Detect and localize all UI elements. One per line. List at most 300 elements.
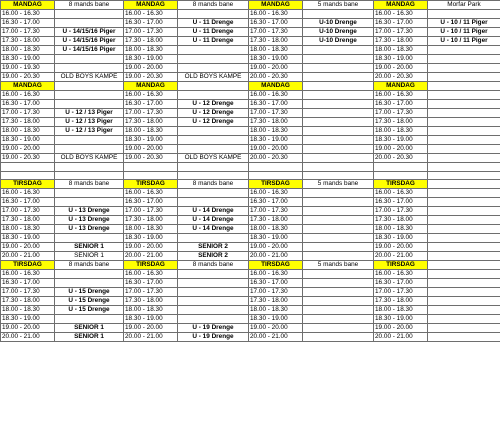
time-slot: 18.00 - 18.30	[124, 127, 178, 136]
time-slot: 16.30 - 17.00	[374, 198, 428, 207]
activity-cell	[303, 306, 374, 315]
time-slot: 16.00 - 16.30	[374, 189, 428, 198]
activity-cell	[428, 306, 500, 315]
field-label: 8 mands bane	[178, 261, 249, 270]
activity-cell	[303, 252, 374, 261]
time-slot: 19.00 - 20.30	[124, 73, 178, 82]
section-header-row	[1, 261, 500, 270]
time-slot: 17.00 - 17.30	[249, 207, 303, 216]
time-slot: 16.00 - 16.30	[124, 270, 178, 279]
time-slot: 18.30 - 19.00	[249, 315, 303, 324]
time-slot: 18.30 - 19.00	[374, 315, 428, 324]
activity-cell: U - 12 Drenge	[178, 118, 249, 127]
time-slot: 17.30 - 18.00	[124, 216, 178, 225]
time-slot: 19.00 - 20.00	[249, 64, 303, 73]
time-slot: 16.00 - 16.30	[374, 270, 428, 279]
activity-cell	[428, 270, 500, 279]
activity-cell	[178, 91, 249, 100]
activity-cell	[303, 136, 374, 145]
activity-cell: OLD BOYS KAMPE	[178, 73, 249, 82]
table-row	[1, 127, 500, 136]
activity-cell	[428, 10, 500, 19]
activity-cell	[178, 189, 249, 198]
time-slot: 20.00 - 21.00	[1, 333, 55, 342]
activity-cell	[303, 73, 374, 82]
time-slot: 19.00 - 20.30	[1, 73, 55, 82]
activity-cell	[428, 243, 500, 252]
activity-cell	[55, 145, 124, 154]
activity-cell	[303, 315, 374, 324]
activity-cell	[428, 145, 500, 154]
time-slot: 17.30 - 18.00	[1, 297, 55, 306]
activity-cell	[55, 279, 124, 288]
activity-cell	[428, 207, 500, 216]
time-slot: 17.30 - 18.00	[124, 37, 178, 46]
table-row	[1, 225, 500, 234]
time-slot: 17.00 - 17.30	[374, 28, 428, 37]
time-slot: 18.00 - 18.30	[124, 225, 178, 234]
time-slot: 18.30 - 19.00	[249, 136, 303, 145]
day-label: MANDAG	[1, 82, 55, 91]
activity-cell	[303, 109, 374, 118]
day-label: MANDAG	[374, 1, 428, 10]
table-row	[1, 100, 500, 109]
time-slot: 16.00 - 16.30	[124, 91, 178, 100]
time-slot: 16.00 - 16.30	[1, 10, 55, 19]
activity-cell	[428, 225, 500, 234]
activity-cell: U - 13 Drenge	[55, 225, 124, 234]
time-slot: 17.30 - 18.00	[249, 297, 303, 306]
activity-cell	[303, 225, 374, 234]
time-slot: 19.00 - 20.00	[374, 145, 428, 154]
field-label	[55, 82, 124, 91]
activity-cell	[178, 270, 249, 279]
activity-cell: SENIOR 1	[55, 333, 124, 342]
activity-cell	[303, 64, 374, 73]
activity-cell	[428, 288, 500, 297]
time-slot: 16.00 - 16.30	[124, 10, 178, 19]
field-label: 8 mands bane	[178, 180, 249, 189]
day-label: TIRSDAG	[124, 261, 178, 270]
activity-cell	[428, 118, 500, 127]
table-row	[1, 136, 500, 145]
activity-cell	[178, 10, 249, 19]
activity-cell	[303, 46, 374, 55]
section-header-row	[1, 82, 500, 91]
empty-cell	[178, 171, 249, 180]
activity-cell	[428, 333, 500, 342]
day-label: TIRSDAG	[249, 180, 303, 189]
activity-cell: U - 10 / 11 Piger	[428, 37, 500, 46]
time-slot: 17.30 - 18.00	[124, 118, 178, 127]
time-slot: 17.00 - 17.30	[374, 288, 428, 297]
activity-cell: U - 12 Drenge	[178, 100, 249, 109]
time-slot: 18.00 - 18.30	[374, 225, 428, 234]
activity-cell	[303, 145, 374, 154]
time-slot: 16.00 - 16.30	[1, 91, 55, 100]
table-row	[1, 28, 500, 37]
time-slot: 16.30 - 17.00	[249, 19, 303, 28]
empty-cell	[1, 163, 55, 172]
activity-cell	[178, 306, 249, 315]
activity-cell	[428, 324, 500, 333]
activity-cell	[428, 127, 500, 136]
activity-cell	[303, 100, 374, 109]
time-slot: 16.30 - 17.00	[374, 100, 428, 109]
activity-cell	[428, 297, 500, 306]
activity-cell	[178, 279, 249, 288]
activity-cell: OLD BOYS KAMPE	[178, 154, 249, 163]
activity-cell	[428, 91, 500, 100]
time-slot: 17.00 - 17.30	[124, 28, 178, 37]
day-label: MANDAG	[1, 1, 55, 10]
time-slot: 16.30 - 17.00	[124, 100, 178, 109]
table-row	[1, 64, 500, 73]
field-label: 8 mands bane	[178, 1, 249, 10]
activity-cell	[303, 189, 374, 198]
time-slot: 20.00 - 20.30	[374, 73, 428, 82]
time-slot: 19.00 - 20.00	[249, 243, 303, 252]
empty-cell	[428, 171, 500, 180]
empty-cell	[249, 171, 303, 180]
activity-cell	[428, 189, 500, 198]
empty-cell	[249, 163, 303, 172]
activity-cell	[303, 333, 374, 342]
time-slot: 19.00 - 20.00	[124, 324, 178, 333]
time-slot: 18.30 - 19.00	[1, 136, 55, 145]
time-slot: 18.00 - 18.30	[374, 306, 428, 315]
time-slot: 18.00 - 18.30	[1, 46, 55, 55]
time-slot: 18.30 - 19.00	[1, 315, 55, 324]
table-row	[1, 145, 500, 154]
table-row	[1, 10, 500, 19]
field-label: 5 mands bane	[303, 180, 374, 189]
table-row	[1, 243, 500, 252]
table-row	[1, 73, 500, 82]
activity-cell: U - 11 Drenge	[178, 37, 249, 46]
activity-cell	[55, 10, 124, 19]
time-slot: 16.30 - 17.00	[249, 100, 303, 109]
table-row	[1, 279, 500, 288]
time-slot: 18.30 - 19.00	[249, 55, 303, 64]
activity-cell: U - 14 Drenge	[178, 225, 249, 234]
table-row	[1, 324, 500, 333]
activity-cell	[55, 136, 124, 145]
time-slot: 19.00 - 20.00	[374, 64, 428, 73]
table-row	[1, 270, 500, 279]
time-slot: 18.00 - 18.30	[249, 46, 303, 55]
field-label	[428, 82, 500, 91]
day-label: MANDAG	[124, 1, 178, 10]
table-row	[1, 216, 500, 225]
time-slot: 20.00 - 21.00	[249, 333, 303, 342]
activity-cell	[303, 216, 374, 225]
table-row	[1, 189, 500, 198]
activity-cell	[303, 324, 374, 333]
activity-cell: SENIOR 1	[55, 243, 124, 252]
field-label: 8 mands bane	[55, 180, 124, 189]
activity-cell	[428, 100, 500, 109]
activity-cell	[178, 64, 249, 73]
activity-cell	[303, 288, 374, 297]
activity-cell	[303, 91, 374, 100]
time-slot: 16.30 - 17.00	[374, 19, 428, 28]
time-slot: 16.30 - 17.00	[124, 198, 178, 207]
time-slot: 17.00 - 17.30	[1, 207, 55, 216]
time-slot: 18.30 - 19.00	[249, 234, 303, 243]
day-label: TIRSDAG	[374, 261, 428, 270]
time-slot: 19.00 - 20.30	[124, 154, 178, 163]
time-slot: 19.00 - 20.00	[1, 243, 55, 252]
activity-cell: U-10 Drenge	[303, 19, 374, 28]
table-row	[1, 19, 500, 28]
activity-cell: U - 15 Drenge	[55, 306, 124, 315]
empty-cell	[428, 163, 500, 172]
empty-cell	[55, 163, 124, 172]
time-slot: 16.30 - 17.00	[124, 19, 178, 28]
time-slot: 18.30 - 19.00	[374, 234, 428, 243]
activity-cell: U-10 Drenge	[303, 37, 374, 46]
time-slot: 18.00 - 18.30	[249, 306, 303, 315]
empty-cell	[55, 171, 124, 180]
time-slot: 18.30 - 19.00	[124, 136, 178, 145]
activity-cell	[303, 154, 374, 163]
field-label	[428, 261, 500, 270]
activity-cell: SENIOR 2	[178, 252, 249, 261]
time-slot: 19.00 - 20.00	[124, 243, 178, 252]
time-slot: 16.00 - 16.30	[249, 91, 303, 100]
field-label: 5 mands bane	[303, 1, 374, 10]
time-slot: 17.30 - 18.00	[1, 37, 55, 46]
time-slot: 20.00 - 21.00	[374, 333, 428, 342]
activity-cell	[55, 270, 124, 279]
time-slot: 20.00 - 20.30	[374, 154, 428, 163]
time-slot: 19.00 - 20.00	[1, 324, 55, 333]
activity-cell: U - 11 Drenge	[178, 19, 249, 28]
activity-cell	[303, 207, 374, 216]
time-slot: 16.30 - 17.00	[1, 279, 55, 288]
field-label	[178, 82, 249, 91]
table-row	[1, 46, 500, 55]
activity-cell: U - 10 / 11 Piger	[428, 19, 500, 28]
table-row	[1, 297, 500, 306]
table-row	[1, 91, 500, 100]
time-slot: 17.00 - 17.30	[374, 207, 428, 216]
time-slot: 16.30 - 17.00	[1, 19, 55, 28]
activity-cell: U - 12 / 13 Piger	[55, 118, 124, 127]
day-label: TIRSDAG	[249, 261, 303, 270]
activity-cell	[55, 198, 124, 207]
time-slot: 16.00 - 16.30	[249, 270, 303, 279]
activity-cell: U - 14 Drenge	[178, 207, 249, 216]
day-label: TIRSDAG	[374, 180, 428, 189]
time-slot: 17.30 - 18.00	[249, 118, 303, 127]
activity-cell: U - 19 Drenge	[178, 324, 249, 333]
activity-cell	[178, 234, 249, 243]
activity-cell: U - 14/15/16 Piger	[55, 28, 124, 37]
day-label: MANDAG	[124, 82, 178, 91]
activity-cell	[303, 118, 374, 127]
activity-cell	[303, 297, 374, 306]
time-slot: 17.30 - 18.00	[374, 216, 428, 225]
time-slot: 18.00 - 18.30	[1, 127, 55, 136]
spacer-row	[1, 163, 500, 172]
time-slot: 18.00 - 18.30	[374, 127, 428, 136]
time-slot: 18.00 - 18.30	[1, 306, 55, 315]
time-slot: 18.30 - 19.00	[124, 55, 178, 64]
table-row	[1, 118, 500, 127]
time-slot: 17.00 - 17.30	[1, 28, 55, 37]
table-row	[1, 55, 500, 64]
activity-cell	[428, 154, 500, 163]
section-header-row	[1, 1, 500, 10]
time-slot: 18.00 - 18.30	[249, 127, 303, 136]
empty-cell	[303, 163, 374, 172]
time-slot: 17.30 - 18.00	[374, 118, 428, 127]
empty-cell	[124, 163, 178, 172]
time-slot: 16.30 - 17.00	[249, 279, 303, 288]
activity-cell	[55, 55, 124, 64]
time-slot: 18.00 - 18.30	[374, 46, 428, 55]
activity-cell: U - 14/15/16 Piger	[55, 37, 124, 46]
time-slot: 17.00 - 17.30	[374, 109, 428, 118]
time-slot: 17.00 - 17.30	[1, 288, 55, 297]
table-row	[1, 333, 500, 342]
empty-cell	[1, 171, 55, 180]
time-slot: 18.00 - 18.30	[249, 225, 303, 234]
activity-cell	[178, 46, 249, 55]
field-label: 8 mands bane	[55, 1, 124, 10]
day-label: MANDAG	[374, 82, 428, 91]
time-slot: 16.00 - 16.30	[1, 270, 55, 279]
activity-cell	[428, 279, 500, 288]
time-slot: 16.00 - 16.30	[374, 10, 428, 19]
table-row	[1, 207, 500, 216]
time-slot: 16.30 - 17.00	[374, 279, 428, 288]
time-slot: 19.00 - 20.00	[124, 64, 178, 73]
activity-cell	[55, 189, 124, 198]
time-slot: 20.00 - 21.00	[374, 252, 428, 261]
empty-cell	[178, 163, 249, 172]
activity-cell	[428, 234, 500, 243]
time-slot: 19.00 - 20.00	[249, 145, 303, 154]
activity-cell: U - 10 / 11 Piger	[428, 28, 500, 37]
activity-cell	[303, 243, 374, 252]
empty-cell	[303, 171, 374, 180]
time-slot: 17.30 - 18.00	[374, 37, 428, 46]
activity-cell	[428, 315, 500, 324]
table-row	[1, 315, 500, 324]
time-slot: 17.30 - 18.00	[1, 216, 55, 225]
time-slot: 16.00 - 16.30	[249, 189, 303, 198]
time-slot: 18.00 - 18.30	[124, 46, 178, 55]
time-slot: 16.00 - 16.30	[1, 189, 55, 198]
empty-cell	[374, 171, 428, 180]
activity-cell	[428, 73, 500, 82]
activity-cell	[428, 46, 500, 55]
activity-cell: U - 15 Drenge	[55, 297, 124, 306]
empty-cell	[124, 171, 178, 180]
activity-cell: U - 13 Drenge	[55, 207, 124, 216]
time-slot: 18.30 - 19.00	[1, 55, 55, 64]
activity-cell	[303, 198, 374, 207]
field-label	[303, 82, 374, 91]
time-slot: 17.00 - 17.30	[249, 28, 303, 37]
time-slot: 16.00 - 16.30	[374, 91, 428, 100]
activity-cell	[55, 234, 124, 243]
time-slot: 19.00 - 20.00	[374, 243, 428, 252]
activity-cell	[55, 64, 124, 73]
activity-cell: U - 14/15/16 Piger	[55, 46, 124, 55]
day-label: TIRSDAG	[1, 261, 55, 270]
time-slot: 20.00 - 21.00	[124, 252, 178, 261]
time-slot: 17.30 - 18.00	[374, 297, 428, 306]
table-row	[1, 288, 500, 297]
time-slot: 18.30 - 19.00	[1, 234, 55, 243]
activity-cell: SENIOR 1	[55, 252, 124, 261]
time-slot: 16.30 - 17.00	[249, 198, 303, 207]
day-label: MANDAG	[249, 82, 303, 91]
time-slot: 19.00 - 20.00	[1, 145, 55, 154]
time-slot: 17.00 - 17.30	[124, 207, 178, 216]
activity-cell	[303, 10, 374, 19]
field-label: Morfar Park	[428, 1, 500, 10]
field-label: 8 mands bane	[55, 261, 124, 270]
activity-cell	[178, 198, 249, 207]
activity-cell: U - 12 / 13 Piger	[55, 127, 124, 136]
activity-cell	[55, 315, 124, 324]
activity-cell	[178, 297, 249, 306]
activity-cell: U - 12 Drenge	[178, 109, 249, 118]
time-slot: 16.30 - 17.00	[124, 279, 178, 288]
activity-cell: SENIOR 2	[178, 243, 249, 252]
time-slot: 17.30 - 18.00	[124, 297, 178, 306]
day-label: MANDAG	[249, 1, 303, 10]
activity-cell: U - 15 Drenge	[55, 288, 124, 297]
time-slot: 18.30 - 19.00	[124, 234, 178, 243]
activity-cell: SENIOR 1	[55, 324, 124, 333]
time-slot: 16.30 - 17.00	[1, 100, 55, 109]
time-slot: 18.30 - 19.00	[374, 136, 428, 145]
time-slot: 20.00 - 20.30	[249, 73, 303, 82]
activity-cell	[55, 100, 124, 109]
section-header-row	[1, 180, 500, 189]
empty-cell	[374, 163, 428, 172]
time-slot: 17.30 - 18.00	[1, 118, 55, 127]
activity-cell	[428, 136, 500, 145]
activity-cell	[55, 91, 124, 100]
activity-cell	[303, 279, 374, 288]
time-slot: 20.00 - 20.30	[249, 154, 303, 163]
activity-cell	[428, 55, 500, 64]
activity-cell: U-10 Drenge	[303, 28, 374, 37]
time-slot: 19.00 - 20.00	[374, 324, 428, 333]
activity-cell	[178, 315, 249, 324]
time-slot: 17.30 - 18.00	[249, 216, 303, 225]
activity-cell	[303, 127, 374, 136]
activity-cell	[178, 145, 249, 154]
activity-cell: U - 19 Drenge	[178, 333, 249, 342]
table-row	[1, 306, 500, 315]
activity-cell	[428, 252, 500, 261]
activity-cell	[303, 270, 374, 279]
activity-cell: U - 11 Drenge	[178, 28, 249, 37]
time-slot: 19.00 - 19.30	[1, 64, 55, 73]
time-slot: 17.30 - 18.00	[249, 37, 303, 46]
table-row	[1, 252, 500, 261]
field-label	[428, 180, 500, 189]
activity-cell	[178, 136, 249, 145]
